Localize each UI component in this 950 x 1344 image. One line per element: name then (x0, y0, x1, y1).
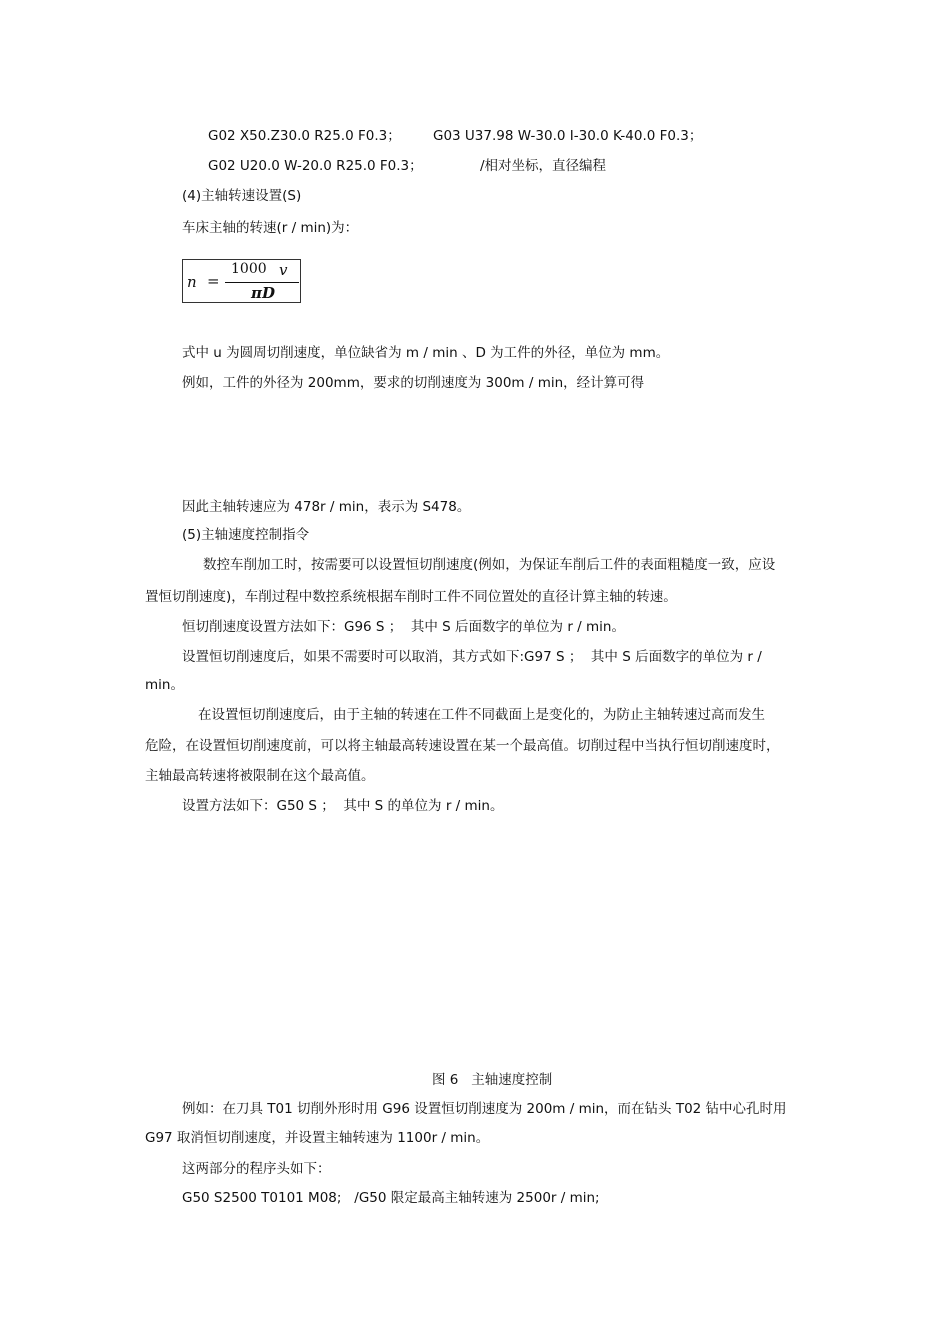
formula-equals: = (207, 272, 220, 290)
code-line-2a: G02 U20.0 W-20.0 R25.0 F0.3； (208, 158, 423, 174)
para-1-line-1: 数控车削加工时，按需要可以设置恒切削速度(例如，为保证车削后工件的表面粗糙度一致，应设 (203, 557, 776, 573)
formula-lhs: n (187, 273, 197, 291)
formula-numerator-var: v (279, 261, 288, 279)
example-2-line-2: G97 取消恒切削速度，并设置主轴转速为 1100r / min。 (145, 1130, 490, 1146)
g50-line: 设置方法如下：G50 S ； 其中 S 的单位为 r / min。 (182, 798, 504, 814)
para-2-line-3: 主轴最高转速将被限制在这个最高值。 (145, 768, 375, 784)
formula-denominator: πD (251, 284, 275, 302)
code-line-1b: G03 U37.98 W-30.0 I-30.0 K-40.0 F0.3； (433, 128, 703, 144)
formula-fraction-bar (225, 282, 299, 283)
formula-numerator-const: 1000 (231, 261, 267, 277)
section-5-heading: (5)主轴速度控制指令 (182, 527, 310, 543)
spindle-speed-formula (182, 259, 301, 303)
para-2-line-2: 危险，在设置恒切削速度前，可以将主轴最高转速设置在某一个最高值。切削过程中当执行恒切削速度时， (145, 738, 780, 754)
code-line-2b: /相对坐标，直径编程 (480, 158, 607, 174)
speed-intro: 车床主轴的转速(r / min)为： (182, 220, 359, 236)
g97-line-1: 设置恒切削速度后，如果不需要时可以取消，其方式如下:G97 S ； 其中 S 后面数字的单位为 r / (182, 649, 762, 665)
program-intro: 这两部分的程序头如下： (182, 1161, 331, 1177)
g96-line: 恒切削速度设置方法如下：G96 S ； 其中 S 后面数字的单位为 r / min。 (182, 619, 625, 635)
para-1-line-2: 置恒切削速度)，车削过程中数控系统根据车削时工件不同位置处的直径计算主轴的转速。 (145, 589, 677, 605)
section-4-heading: (4)主轴转速设置(S) (182, 188, 302, 204)
figure-caption: 图 6 主轴速度控制 (432, 1072, 553, 1088)
example-1: 例如，工件的外径为 200mm，要求的切削速度为 300m / min，经计算可得 (182, 375, 645, 391)
para-2-line-1: 在设置恒切削速度后，由于主轴的转速在工件不同截面上是变化的，为防止主轴转速过高而发生 (198, 707, 765, 723)
program-line-1: G50 S2500 T0101 M08; /G50 限定最高主轴转速为 2500r / min; (182, 1190, 600, 1206)
g97-line-2: min。 (145, 677, 184, 693)
example-2-line-1: 例如：在刀具 T01 切削外形时用 G96 设置恒切削速度为 200m / min，而在钻头 T02 钻中心孔时用 (182, 1101, 787, 1117)
code-line-1a: G02 X50.Z30.0 R25.0 F0.3； (208, 128, 401, 144)
formula-explanation: 式中 u 为圆周切削速度，单位缺省为 m / min 、D 为工件的外径，单位为 mm。 (182, 345, 670, 361)
result-1: 因此主轴转速应为 478r / min，表示为 S478。 (182, 499, 471, 515)
